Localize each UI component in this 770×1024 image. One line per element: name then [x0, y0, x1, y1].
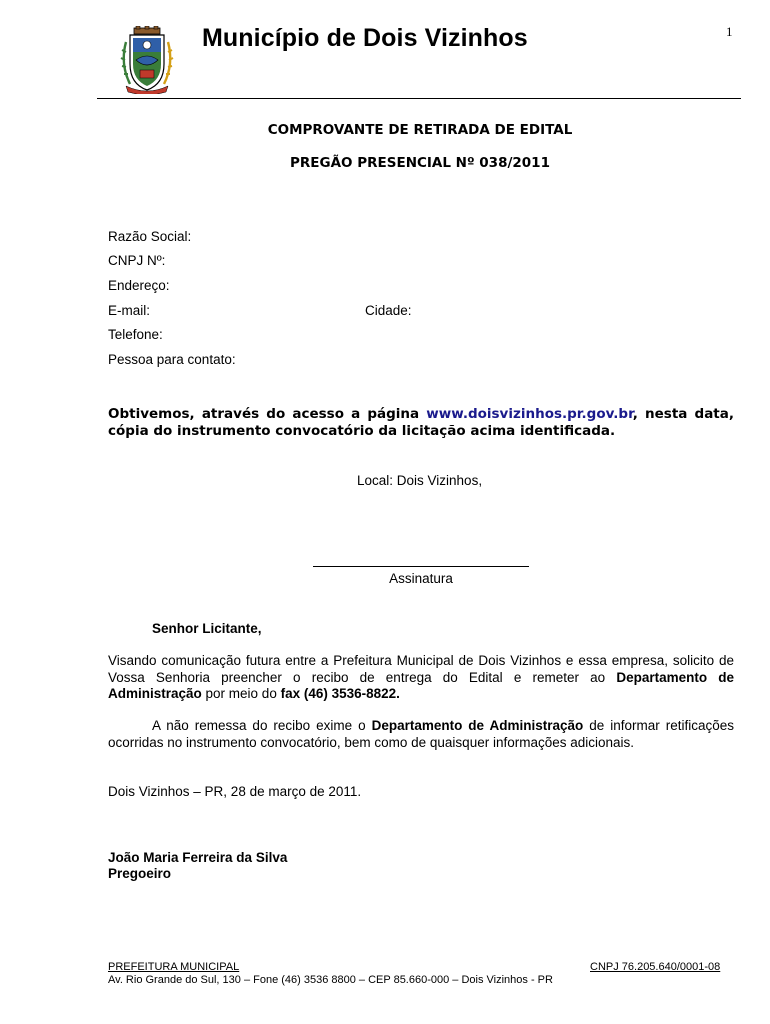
municipality-title: Município de Dois Vizinhos [202, 24, 528, 52]
header-divider [97, 98, 741, 99]
signature-line [313, 566, 529, 567]
acknowledgement-statement [108, 406, 734, 440]
footer-address: Av. Rio Grande do Sul, 130 – Fone (46) 3536 8800 – CEP 85.660-000 – Dois Vizinhos - PR [108, 974, 553, 986]
p1-department: Departamento de Administração [108, 669, 735, 701]
field-endereco: Endereço: [108, 278, 170, 293]
field-cnpj: CNPJ Nº: [108, 253, 166, 268]
signature-label: Assinatura [389, 571, 453, 586]
p2-end: de informar retificações ocorridas no instrumento convocatório, bem como de quaisquer informações adicionais. [108, 718, 734, 750]
notice-paragraph-2 [108, 718, 734, 751]
p2-start: A não remessa do recibo exime o [152, 718, 372, 733]
field-razao-social: Razão Social: [108, 229, 192, 244]
statement-text-end: , nesta data, cópia do instrumento convocatório da licitação acima identificada. [108, 406, 734, 439]
municipal-crest-logo [116, 26, 178, 94]
p1-fax: fax (46) 3536-8822. [280, 686, 400, 701]
field-pessoa-contato: Pessoa para contato: [108, 352, 236, 367]
p1-text: Visando comunicação futura entre a Prefeitura Municipal de Dois Vizinhos e essa empresa, solicito de Vossa Senhoria preencher o recibo de entrega do Edital e remeter ao [108, 653, 734, 685]
field-telefone: Telefone: [108, 327, 163, 342]
page-number: 1 [726, 24, 733, 39]
date-line: Dois Vizinhos – PR, 28 de março de 2011. [108, 784, 362, 799]
local-line: Local: Dois Vizinhos, [357, 473, 483, 488]
p1-mid: por meio do [201, 686, 281, 701]
website-link[interactable]: www.doisvizinhos.pr.gov.br [426, 406, 633, 422]
footer-cnpj: CNPJ 76.205.640/0001-08 [590, 961, 721, 973]
signer-name: João Maria Ferreira da Silva [108, 850, 288, 865]
statement-text-start: Obtivemos, através do acesso a página [108, 406, 427, 422]
document-title: COMPROVANTE DE RETIRADA DE EDITAL [267, 122, 573, 138]
p2-department: Departamento de Administração [371, 718, 584, 733]
document-subtitle: PREGÃO PRESENCIAL Nº 038/2011 [290, 155, 550, 171]
greeting: Senhor Licitante, [152, 621, 262, 636]
footer-organization: PREFEITURA MUNICIPAL [108, 961, 240, 973]
notice-paragraph-1 [108, 653, 734, 703]
field-email: E-mail: [108, 303, 151, 318]
field-cidade: Cidade: [365, 303, 412, 318]
signer-role: Pregoeiro [108, 866, 172, 881]
